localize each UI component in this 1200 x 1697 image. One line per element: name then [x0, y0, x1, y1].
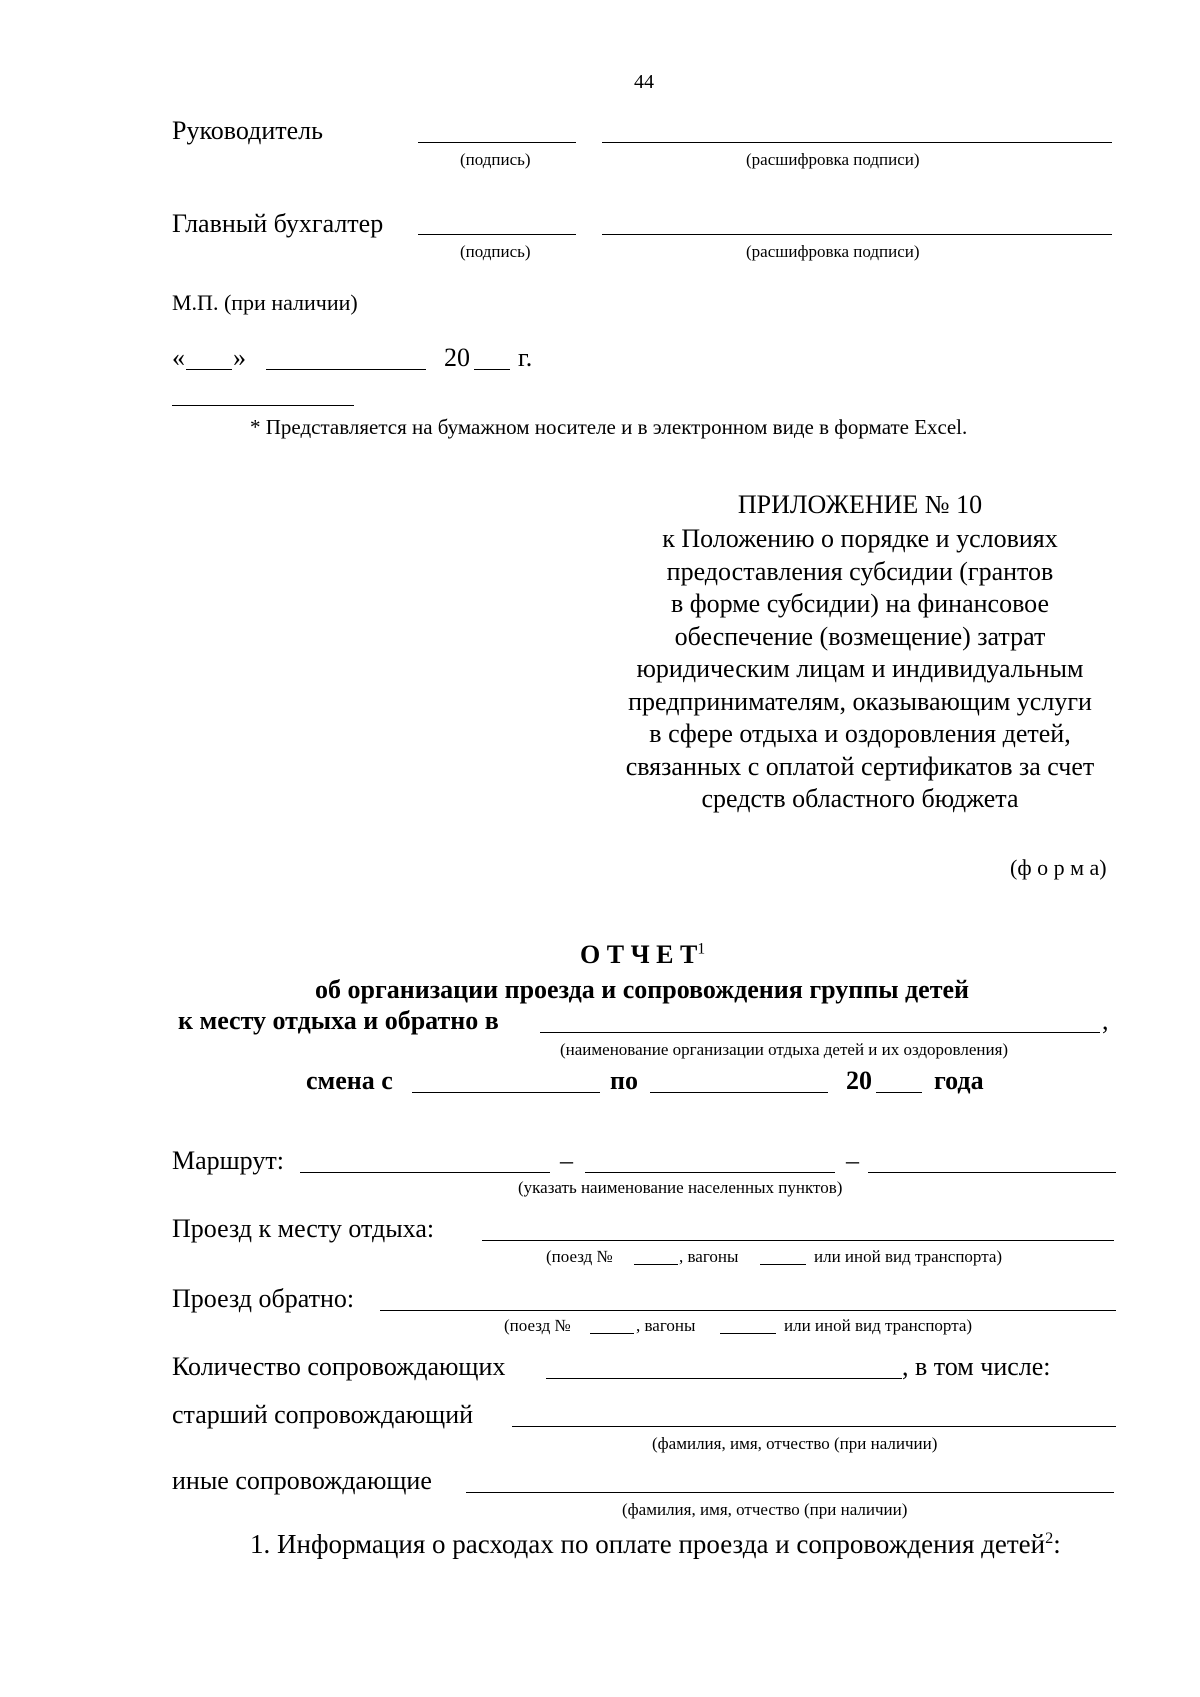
date-year: 20 [444, 343, 470, 372]
appendix-line: предоставления субсидии (грантов [666, 556, 1054, 586]
escort-count-label: Количество сопровождающих [172, 1352, 506, 1381]
chief-decryption-line[interactable] [602, 234, 1112, 235]
stamp-label: М.П. (при наличии) [172, 290, 358, 315]
report-line2-prefix: к месту отдыха и обратно в [178, 1006, 499, 1035]
route-point1-line[interactable] [300, 1172, 550, 1173]
date-open-quote: « [172, 343, 185, 372]
senior-escort-caption: (фамилия, имя, отчество (при наличии) [652, 1434, 938, 1453]
footnote-divider [172, 405, 354, 406]
appendix-line: связанных с оплатой сертификатов за счет [625, 751, 1095, 781]
report-line2-comma: , [1102, 1006, 1109, 1035]
appendix-line: предпринимателям, оказывающим услуги [628, 686, 1092, 716]
other-escorts-label: иные сопровождающие [172, 1466, 432, 1495]
appendix-title: ПРИЛОЖЕНИЕ № 10 [737, 490, 983, 519]
date-year-line[interactable] [474, 369, 510, 370]
page-number: 44 [634, 71, 654, 93]
organization-caption: (наименование организации отдыха детей и их оздоровления) [560, 1040, 1009, 1059]
head-decryption-line[interactable] [602, 142, 1112, 143]
route-dash: – [846, 1146, 859, 1175]
section1-colon: : [1053, 1529, 1061, 1559]
appendix-line: юридическим лицам и индивидуальным [636, 654, 1084, 683]
appendix-line: в форме субсидии) на финансовое [670, 589, 1050, 618]
date-suffix: г. [518, 343, 533, 372]
head-decryption-caption: (расшифровка подписи) [746, 150, 920, 169]
footnote-text: * Представляется на бумажном носителе и в электронном виде в формате Excel. [250, 415, 968, 439]
chief-signature-line[interactable] [418, 234, 576, 235]
shift-year: 20 [846, 1066, 872, 1095]
travel-back-label: Проезд обратно: [172, 1284, 355, 1313]
travel-back-train-line[interactable] [590, 1333, 634, 1334]
organization-name-line[interactable] [540, 1032, 1100, 1033]
travel-to-cars-line[interactable] [760, 1264, 806, 1265]
date-close-quote: » [233, 343, 246, 372]
head-signature-line[interactable] [418, 142, 576, 143]
escort-count-line[interactable] [546, 1378, 902, 1379]
travel-to-label: Проезд к месту отдыха: [172, 1214, 435, 1243]
travel-back-caption-train: (поезд № [504, 1316, 571, 1335]
head-signature-caption: (подпись) [460, 150, 531, 169]
route-caption: (указать наименование населенных пунктов) [518, 1178, 843, 1197]
report-title-footnote: 1 [697, 940, 706, 958]
route-dash: – [560, 1146, 573, 1175]
travel-back-caption-other: или иной вид транспорта) [784, 1316, 973, 1335]
shift-year-line[interactable] [876, 1092, 922, 1093]
date-day-line[interactable] [186, 369, 232, 370]
form-label: (ф о р м а) [1010, 855, 1107, 880]
appendix-line: к Положению о порядке и условиях [662, 524, 1058, 553]
travel-to-caption-other: или иной вид транспорта) [814, 1247, 1003, 1266]
route-point2-line[interactable] [585, 1172, 835, 1173]
route-label: Маршрут: [172, 1146, 284, 1175]
section1-footnote: 2 [1045, 1529, 1054, 1547]
route-point3-line[interactable] [868, 1172, 1116, 1173]
travel-back-line[interactable] [380, 1310, 1116, 1311]
travel-to-train-line[interactable] [634, 1264, 678, 1265]
other-escorts-caption: (фамилия, имя, отчество (при наличии) [622, 1500, 908, 1519]
chief-accountant-label: Главный бухгалтер [172, 209, 384, 238]
senior-escort-label: старший сопровождающий [172, 1400, 474, 1429]
shift-start-line[interactable] [412, 1092, 600, 1093]
travel-back-caption-cars: , вагоны [636, 1316, 696, 1335]
date-month-line[interactable] [266, 369, 426, 370]
head-label: Руководитель [172, 116, 323, 145]
travel-to-caption-train: (поезд № [546, 1247, 613, 1266]
shift-suffix: года [934, 1066, 984, 1095]
appendix-line: средств областного бюджета [701, 784, 1019, 813]
appendix-line: обеспечение (возмещение) затрат [674, 621, 1046, 651]
report-title [580, 940, 705, 970]
senior-escort-line[interactable] [512, 1426, 1116, 1427]
shift-prefix: смена с [306, 1066, 393, 1095]
chief-signature-caption: (подпись) [460, 242, 531, 261]
shift-end-line[interactable] [650, 1092, 828, 1093]
report-line1: об организации проезда и сопровождения группы детей [315, 975, 969, 1004]
escort-count-suffix: , в том числе: [902, 1352, 1051, 1381]
appendix-line: в сфере отдыха и оздоровления детей, [649, 719, 1071, 748]
travel-to-caption-cars: , вагоны [679, 1247, 739, 1266]
section1-text: 1. Информация о расходах по оплате проезда и сопровождения детей [250, 1529, 1046, 1559]
chief-decryption-caption: (расшифровка подписи) [746, 242, 920, 261]
travel-back-cars-line[interactable] [720, 1333, 776, 1334]
report-title-text: О Т Ч Е Т [580, 940, 698, 969]
section1-heading [250, 1528, 1061, 1560]
appendix-text [550, 523, 1170, 816]
other-escorts-line[interactable] [466, 1492, 1114, 1493]
shift-to: по [610, 1066, 638, 1095]
travel-to-line[interactable] [482, 1240, 1114, 1241]
